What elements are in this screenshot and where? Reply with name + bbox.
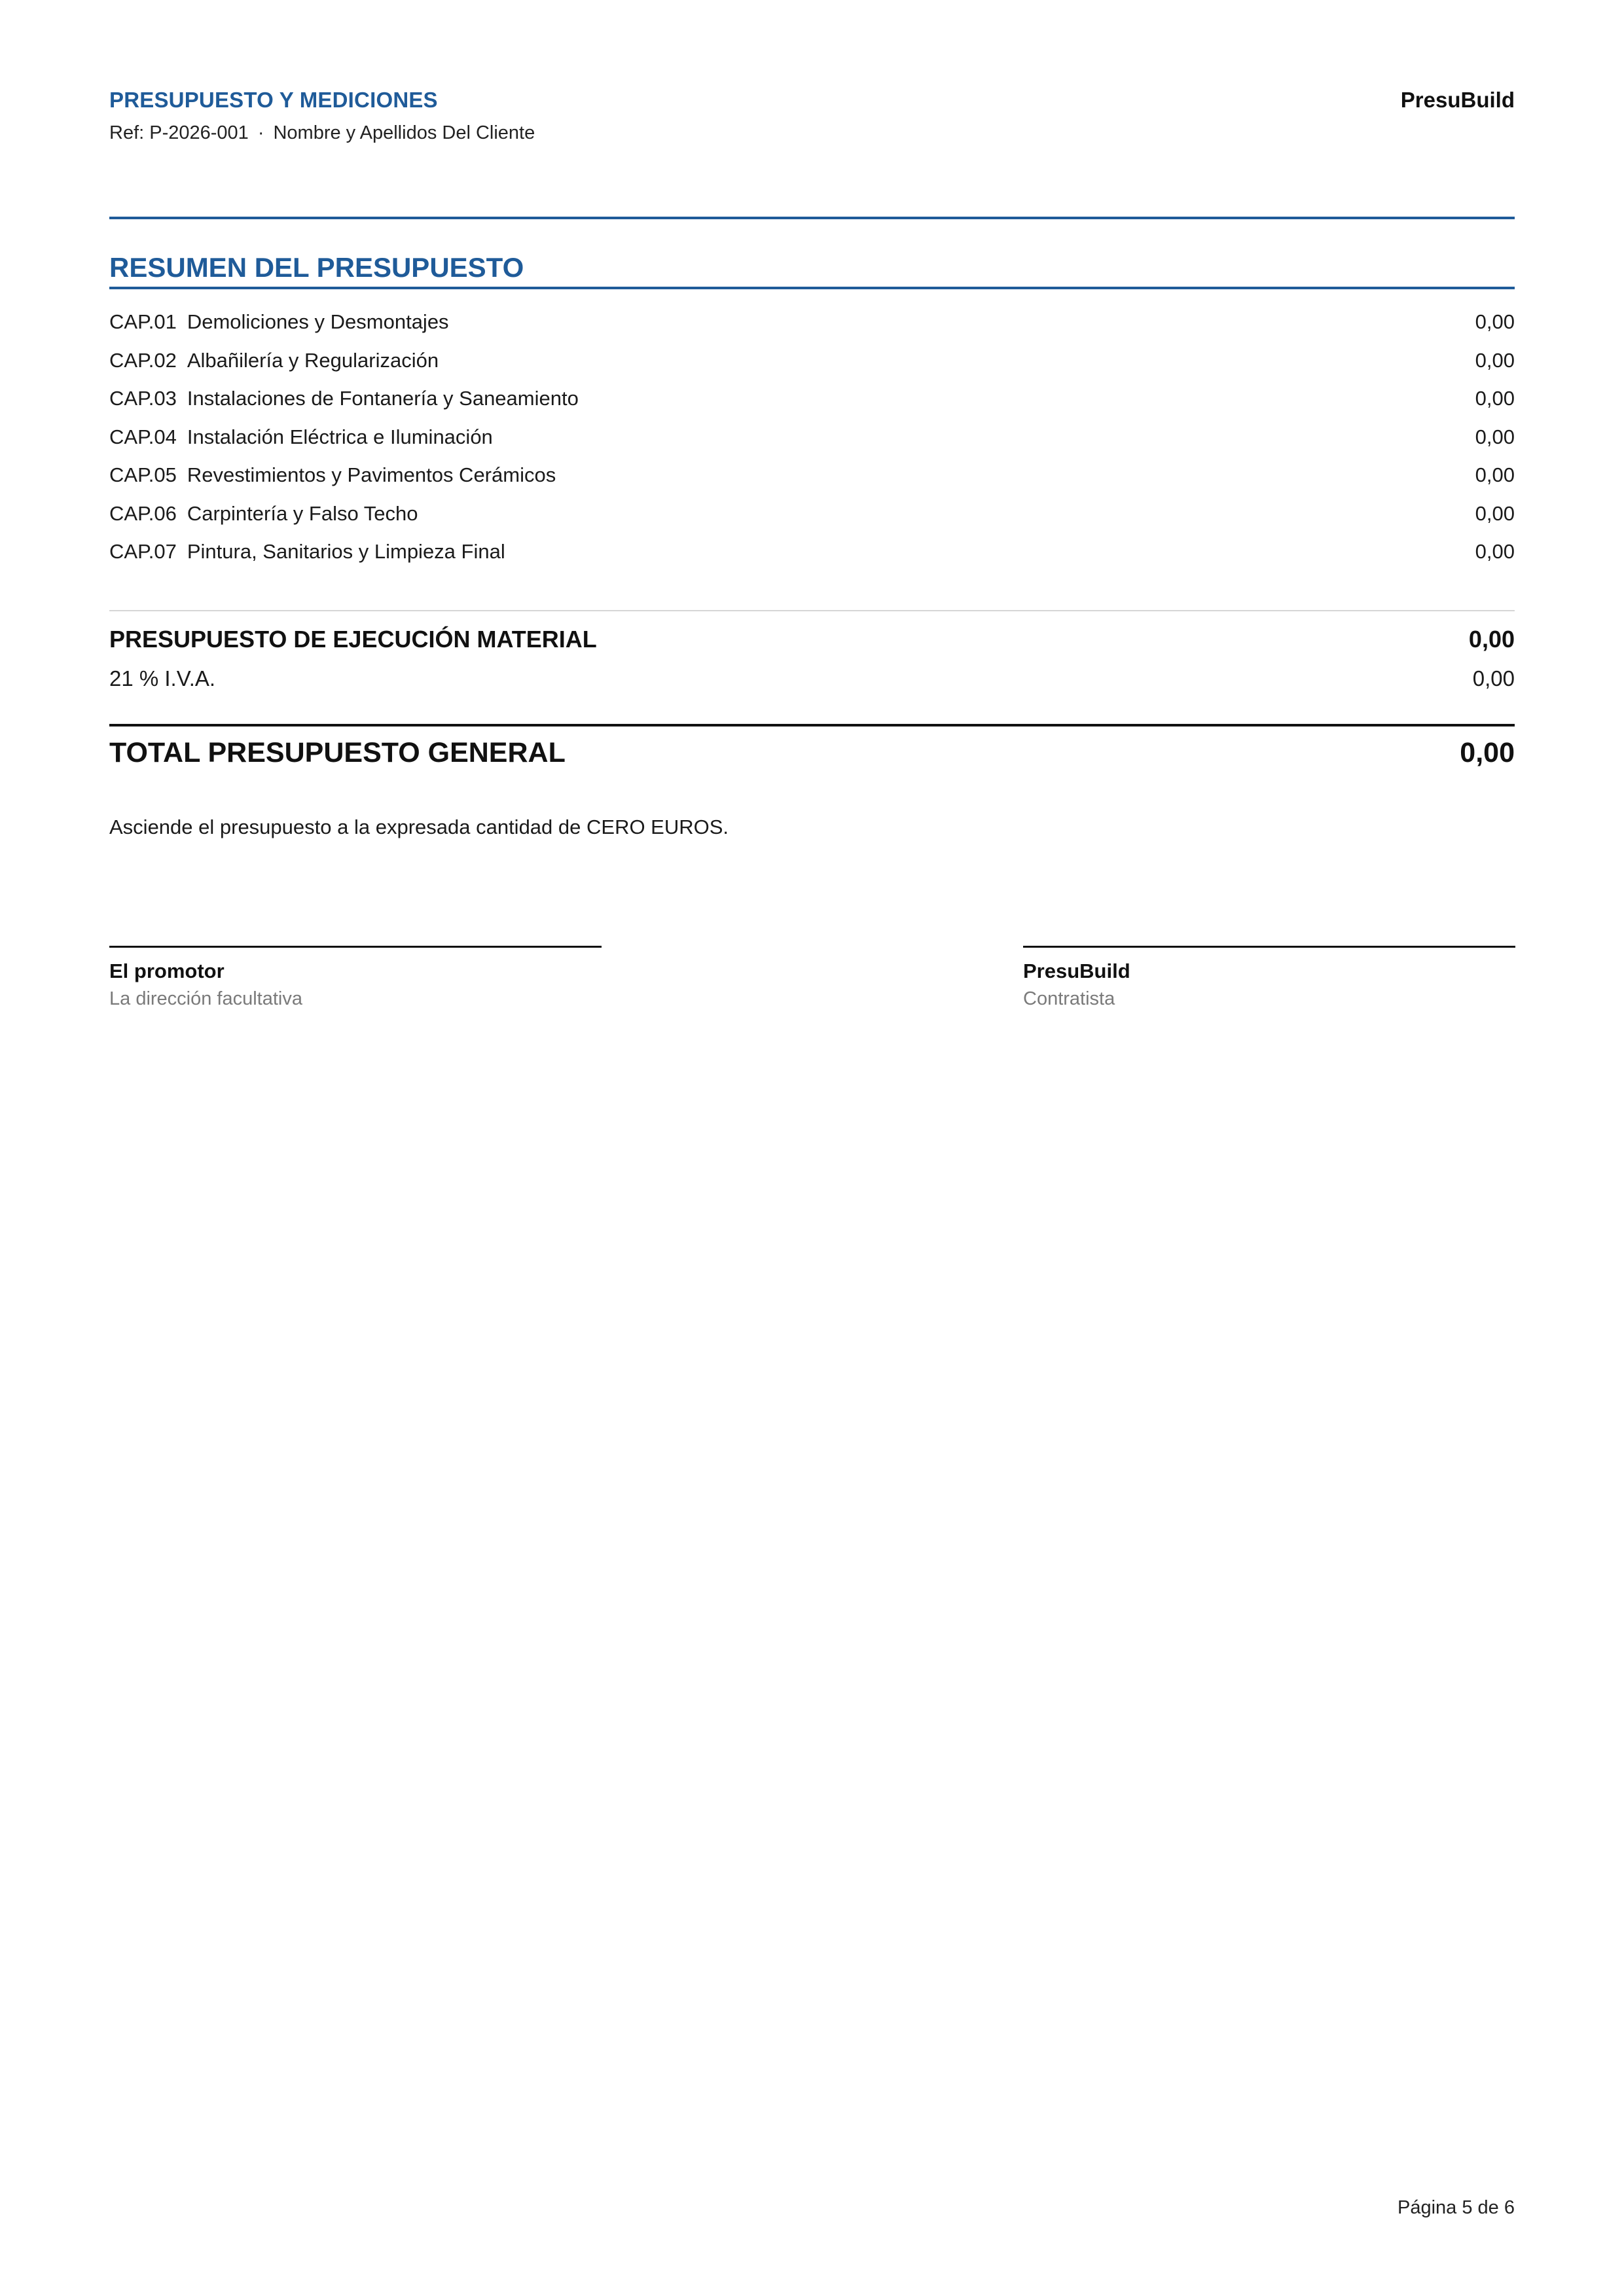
header-divider xyxy=(109,217,1515,219)
chapter-name: Carpintería y Falso Techo xyxy=(187,501,418,525)
chapter-name: Instalaciones de Fontanería y Saneamiento xyxy=(187,387,579,410)
chapter-label xyxy=(109,349,439,372)
chapter-row xyxy=(109,425,1515,464)
chapter-amount: 0,00 xyxy=(1475,501,1515,525)
signature-name: El promotor xyxy=(109,960,225,982)
signature-name: PresuBuild xyxy=(1023,960,1130,982)
chapter-row xyxy=(109,540,1515,579)
total-row xyxy=(109,737,1515,769)
signature-role: La dirección facultativa xyxy=(109,988,302,1009)
pem-label: PRESUPUESTO DE EJECUCIÓN MATERIAL xyxy=(109,626,597,653)
pem-row xyxy=(109,626,1515,653)
reference-line xyxy=(109,122,535,144)
chapter-row xyxy=(109,387,1515,425)
chapter-amount: 0,00 xyxy=(1475,387,1515,410)
client-name: Nombre y Apellidos Del Cliente xyxy=(273,122,535,143)
section-title: RESUMEN DEL PRESUPUESTO xyxy=(109,252,524,283)
page-number: Página 5 de 6 xyxy=(1398,2197,1515,2218)
total-amount: 0,00 xyxy=(1460,737,1515,768)
chapter-amount: 0,00 xyxy=(1475,425,1515,448)
chapter-amount: 0,00 xyxy=(1475,348,1515,372)
chapter-code: CAP.02 xyxy=(109,348,177,372)
total-divider xyxy=(109,724,1515,726)
pem-amount: 0,00 xyxy=(1468,626,1515,653)
chapter-row xyxy=(109,502,1515,541)
chapter-label xyxy=(109,463,556,487)
chapter-amount: 0,00 xyxy=(1475,540,1515,563)
chapter-name: Pintura, Sanitarios y Limpieza Final xyxy=(187,540,505,563)
chapter-code: CAP.06 xyxy=(109,501,177,525)
chapter-row xyxy=(109,463,1515,502)
chapter-code: CAP.04 xyxy=(109,425,177,448)
chapter-code: CAP.03 xyxy=(109,387,177,410)
chapter-label xyxy=(109,387,579,410)
amount-in-words: Asciende el presupuesto a la expresada cantidad de CERO EUROS. xyxy=(109,816,729,838)
subtotal-divider xyxy=(109,610,1515,611)
chapter-list xyxy=(109,310,1515,579)
chapter-label xyxy=(109,310,449,334)
document-title: PRESUPUESTO Y MEDICIONES xyxy=(109,88,438,112)
chapter-name: Instalación Eléctrica e Iluminación xyxy=(187,425,493,448)
chapter-code: CAP.05 xyxy=(109,463,177,486)
chapter-row xyxy=(109,349,1515,387)
chapter-label xyxy=(109,425,493,449)
chapter-name: Demoliciones y Desmontajes xyxy=(187,310,449,333)
signature-promoter xyxy=(109,946,602,1012)
chapter-amount: 0,00 xyxy=(1475,463,1515,486)
reference-separator: · xyxy=(257,122,264,143)
signature-contractor xyxy=(1023,946,1515,1012)
chapter-label xyxy=(109,540,505,564)
reference-code: Ref: P-2026-001 xyxy=(109,122,249,143)
chapter-row xyxy=(109,310,1515,349)
section-divider xyxy=(109,287,1515,289)
chapter-amount: 0,00 xyxy=(1475,310,1515,333)
chapter-label xyxy=(109,502,418,526)
iva-amount: 0,00 xyxy=(1472,666,1515,691)
company-brand: PresuBuild xyxy=(1400,88,1515,112)
signature-role: Contratista xyxy=(1023,988,1115,1009)
chapter-code: CAP.01 xyxy=(109,310,177,333)
chapter-name: Albañilería y Regularización xyxy=(187,348,439,372)
total-label: TOTAL PRESUPUESTO GENERAL xyxy=(109,737,566,768)
iva-label: 21 % I.V.A. xyxy=(109,666,216,691)
chapter-name: Revestimientos y Pavimentos Cerámicos xyxy=(187,463,556,486)
chapter-code: CAP.07 xyxy=(109,540,177,563)
iva-row xyxy=(109,666,1515,691)
